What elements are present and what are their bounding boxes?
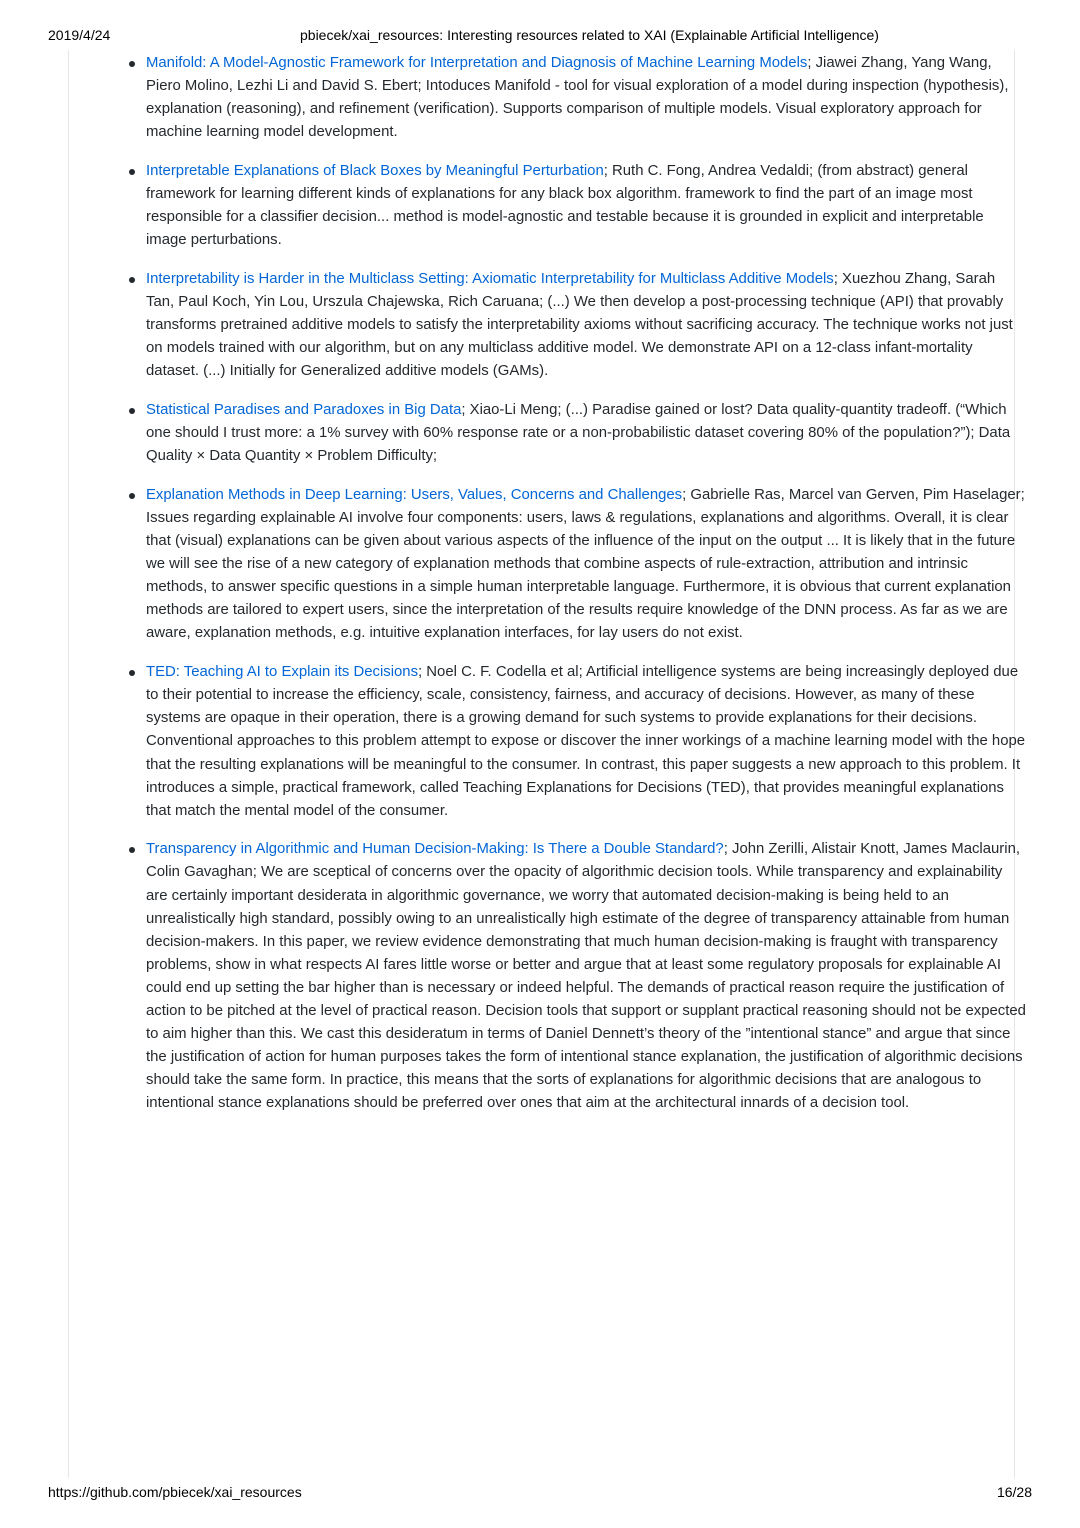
list-item	[146, 838, 1026, 1115]
resource-description: ; Xiao-Li Meng; (...) Paradise gained or lost? Data quality-quantity tradeoff. (“Which one should I trust more: a 1% survey with 60% response rate or a non-probabilistic dataset covering 80% of the population?”); Data Quality × Data Quantity × Problem Difficulty;	[146, 402, 1011, 465]
print-page-title: pbiecek/xai_resources: Interesting resources related to XAI (Explainable Artificial Intelligence)	[300, 27, 879, 43]
resource-description: ; John Zerilli, Alistair Knott, James Maclaurin, Colin Gavaghan; We are sceptical of concerns over the opacity of algorithmic decision tools. While transparency and explainability are certainly important desiderata in algorithmic governance, we worry that automated decision-making is being held to an unrealistically high standard, possibly owing to an unrealistically high estimate of the degree of transparency attainable from human decision-makers. In this paper, we review evidence demonstrating that much human decision-making is fraught with transparency problems, show in what respects AI fares little worse or better and argue that at least some regulatory proposals for explainable AI could end up setting the bar higher than is necessary or indeed helpful. The demands of practical reason require the justification of action to be pitched at the level of practical reason. Decision tools that support or supplant practical reasoning should not be expected to aim higher than this. We cast this desideratum in terms of Daniel Dennett’s theory of the ”intentional stance” and argue that since the justification of action for human purposes takes the form of intentional stance explanation, the justification of algorithmic decisions should take the same form. In practice, this means that the sorts of explanations for algorithmic decisions that are analogous to intentional stance explanations should be preferred over ones that aim at the architectural innards of a decision tool.	[146, 841, 1026, 1112]
resource-description: ; Jiawei Zhang, Yang Wang, Piero Molino, Lezhi Li and David S. Ebert; Intoduces Manifold - tool for visual exploration of a model during inspection (hypothesis), explanation (reasoning), and refinement (verification). Supports comparison of multiple models. Visual exploratory approach for machine learning model development.	[146, 55, 1009, 141]
list-item	[146, 52, 1026, 144]
content-border-left	[68, 50, 69, 1478]
list-item	[146, 399, 1026, 468]
print-date: 2019/4/24	[48, 27, 111, 43]
resource-link[interactable]: Transparency in Algorithmic and Human Decision-Making: Is There a Double Standard?	[146, 841, 724, 858]
list-item	[146, 160, 1026, 252]
resource-list	[98, 52, 1026, 1131]
list-item	[146, 268, 1026, 383]
resource-link[interactable]: Statistical Paradises and Paradoxes in Big Data	[146, 402, 462, 418]
list-item	[146, 484, 1026, 646]
list-item	[146, 661, 1026, 823]
resource-description: ; Xuezhou Zhang, Sarah Tan, Paul Koch, Yin Lou, Urszula Chajewska, Rich Caruana; (...) We then develop a post-processing technique (API) that provably transforms pretrained additive models to satisfy the interpretability axioms without sacrificing accuracy. The technique works not just on models trained with our algorithm, but on any multiclass additive model. We demonstrate API on a 12-class infant-mortality dataset. (...) Initially for Generalized additive models (GAMs).	[146, 270, 1013, 380]
print-footer-url: https://github.com/pbiecek/xai_resources	[48, 1484, 302, 1500]
print-page-number: 16/28	[996, 1484, 1032, 1500]
resource-link[interactable]: Interpretability is Harder in the Multiclass Setting: Axiomatic Interpretability for Multiclass Additive Models	[146, 270, 834, 287]
resource-description: ; Noel C. F. Codella et al; Artificial intelligence systems are being increasingly deployed due to their potential to increase the efficiency, scale, consistency, fairness, and accuracy of decisions. However, as many of these systems are opaque in their operation, there is a growing demand for such systems to provide explanations for their decisions. Conventional approaches to this problem attempt to expose or discover the inner workings of a machine learning model with the hope that the resulting explanations will be meaningful to the consumer. In contrast, this paper suggests a new approach to this problem. It introduces a simple, practical framework, called Teaching Explanations for Decisions (TED), that provides meaningful explanations that match the mental model of the consumer.	[146, 664, 1026, 819]
resource-link[interactable]: TED: Teaching AI to Explain its Decisions	[146, 664, 419, 681]
resource-link[interactable]: Interpretable Explanations of Black Boxes by Meaningful Perturbation	[146, 162, 604, 179]
resource-description: ; Ruth C. Fong, Andrea Vedaldi; (from abstract) general framework for learning different kinds of explanations for any black box algorithm. framework to find the part of an image most responsible for a classifier decision... method is model-agnostic and testable because it is grounded in explicit and interpretable image perturbations.	[146, 162, 984, 249]
resource-description: ; Gabrielle Ras, Marcel van Gerven, Pim Haselager; Issues regarding explainable AI involve four components: users, laws & regulations, explanations and algorithms. Overall, it is clear that (visual) explanations can be given about various aspects of the influence of the input on the output ... It is likely that in the future we will see the rise of a new category of explanation methods that combine aspects of rule-extraction, attribution and intrinsic methods, to answer specific questions in a simple human interpretable language. Furthermore, it is obvious that current explanation methods are tailored to expert users, since the interpretation of the results require knowledge of the DNN process. As far as we are aware, explanation methods, e.g. intuitive explanation interfaces, for lay users do not exist.	[146, 486, 1025, 642]
resource-link[interactable]: Explanation Methods in Deep Learning: Users, Values, Concerns and Challenges	[146, 486, 683, 503]
resource-link[interactable]: Manifold: A Model-Agnostic Framework for Interpretation and Diagnosis of Machine Learning Models	[146, 55, 808, 71]
